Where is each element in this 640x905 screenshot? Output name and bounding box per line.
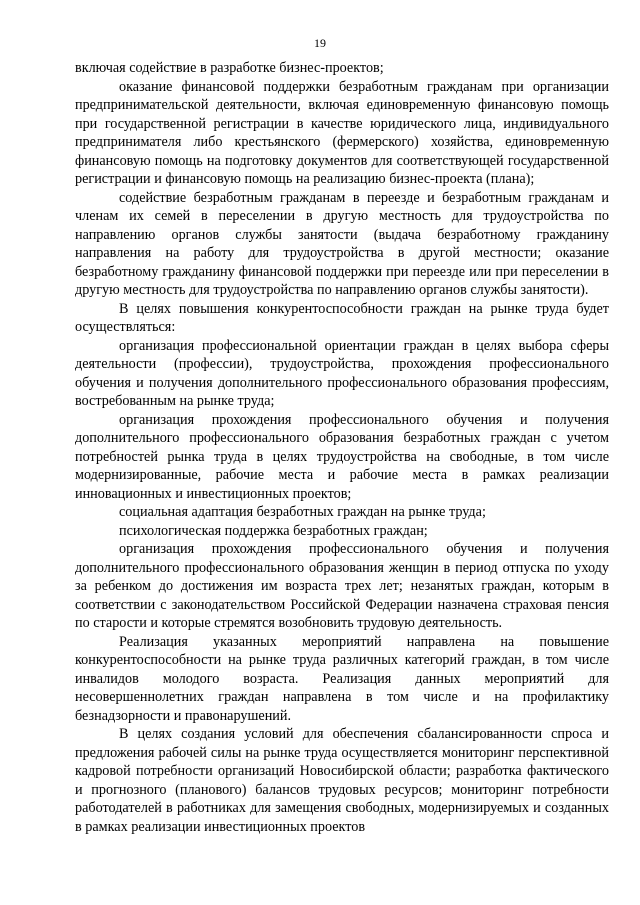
document-body [75, 59, 609, 836]
paragraph-competitiveness-intro: В целях повышения конкурентоспособности граждан на рынке труда будет осуществляться: [75, 300, 609, 335]
paragraph-training-women-pensioners: организация прохождения профессионального обучения и получения дополнительного профессионального образования женщин в период отпуска по уходу за ребенком до достижения им возраста трех лет; незанятых граждан, которым в соответствии с законодательством Российской Федерации назначена страховая пенсия по старости и которые стремятся возобновить трудовую деятельность. [75, 541, 609, 631]
page-number: 19 [314, 36, 326, 50]
paragraph-vocational-training: организация прохождения профессионального обучения и получения дополнительного профессионального образования безработных граждан с учетом потребностей рынка труда в целях трудоустройства на свободные, в том числе модернизированные, рабочие места и рабочие места в рамках реализации инновационных и инвестиционных проектов; [75, 411, 609, 502]
paragraph-psychological-support: психологическая поддержка безработных граждан; [119, 522, 428, 539]
paragraph-career-guidance: организация профессиональной ориентации граждан в целях выбора сферы деятельности (профессии), трудоустройства, прохождения профессионального обучения и получения дополнительного профессионального образования профессиям, востребованным на рынке труда; [75, 337, 609, 409]
paragraph-financial-support: оказание финансовой поддержки безработным гражданам при организации предпринимательской деятельности, включая единовременную финансовую помощь при государственной регистрации в качестве юридического лица, индивидуального предпринимателя либо крестьянского (фермерского) хозяйства, единовременную финансовую помощь на подготовку документов для соответствующей государственной регистрации и финансовую помощь на реализацию бизнес-проекта (плана); [75, 78, 609, 187]
paragraph-social-adaptation: социальная адаптация безработных граждан на рынке труда; [119, 504, 486, 520]
paragraph-relocation-assistance: содействие безработным гражданам в переезде и безработным гражданам и членам их семей в переселении в другую местность для трудоустройства по направлению органов службы занятости (выдача безработному гражданину направления на работу для трудоустройства в другой местности; оказание безработному гражданину финансовой поддержки при переезде или при переселении в другую местность для трудоустройства по направлению органов службы занятости). [75, 189, 609, 298]
paragraph-labor-market-balance: В целях создания условий для обеспечения сбалансированности спроса и предложения рабочей силы на рынке труда осуществляется мониторинг перспективной кадровой потребности организаций Новосибирской области; разработка фактического и прогнозного (планового) балансов трудовых ресурсов; мониторинг потребности работодателей в работниках для замещения свободных, модернизируемых и созданных в рамках реализации инвестиционных проектов [75, 726, 609, 835]
paragraph-implementation-aims: Реализация указанных мероприятий направлена на повышение конкурентоспособности на рынке труда различных категорий граждан, в том числе инвалидов молодого возраста. Реализация данных мероприятий для несовершеннолетних граждан направлена в том числе и на профилактику безнадзорности и правонарушений. [75, 633, 609, 724]
paragraph-business-projects-tail: включая содействие в разработке бизнес-проектов; [75, 60, 384, 76]
